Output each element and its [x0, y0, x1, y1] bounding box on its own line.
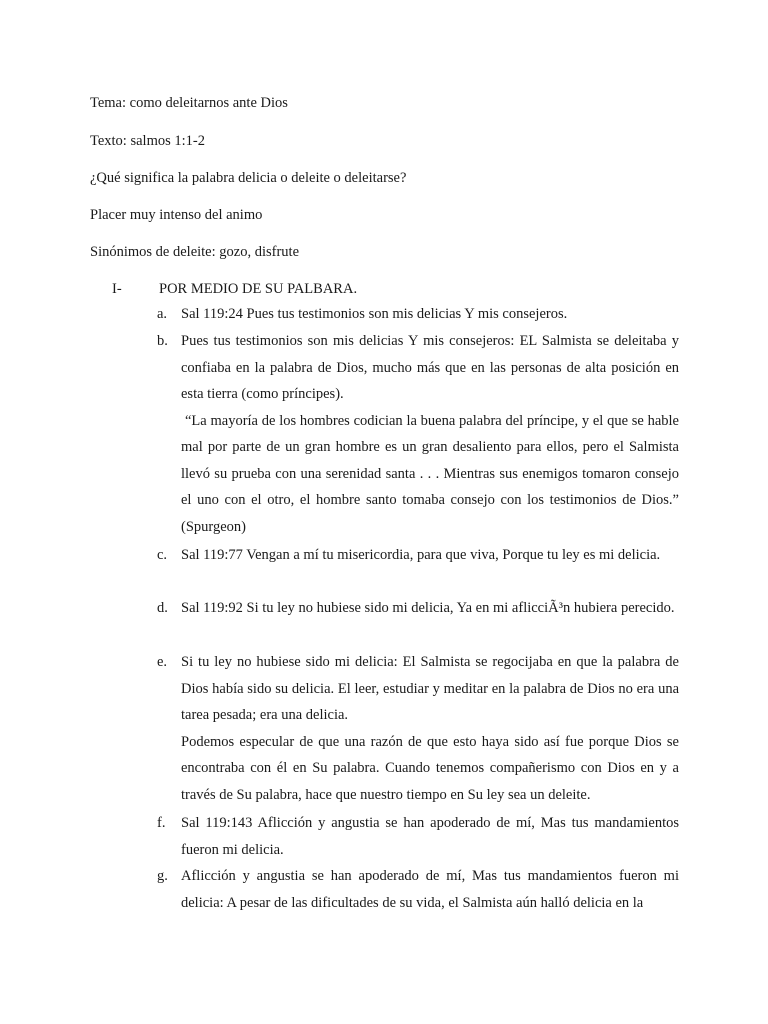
item-letter: e.: [157, 654, 168, 670]
spurgeon-quote: “La mayoría de los hombres codician la buena palabra del príncipe, y el que se hable mal por parte de un gran hombre es un gran desaliento para ellos, pero el Salmista llevó su prueba con una serenidad santa . . . Mientras sus enemigos tomaron consejo el uno con el otro, el hombre santo tomaba consejo con los testimonios de Dios.” (Spurgeon): [181, 412, 679, 535]
item-paragraph: Pues tus testimonios son mis delicias Y mis consejeros: EL Salmista se deleitaba y confiaba en la palabra de Dios, mucho más que en las personas de alta posición en esta tierra (como príncipes).: [181, 333, 679, 402]
item-letter: b.: [157, 333, 168, 349]
tema-line: Tema: como deleitarnos ante Dios: [90, 95, 288, 111]
item-letter: d.: [157, 600, 168, 616]
item-body: [181, 328, 679, 540]
item-letter: f.: [157, 815, 166, 831]
item-body: [181, 301, 679, 328]
item-body: [181, 863, 679, 916]
section-title: POR MEDIO DE SU PALBARA.: [159, 281, 358, 297]
item-body: [181, 810, 679, 863]
item-letter: c.: [157, 547, 168, 563]
item-letter: a.: [157, 306, 168, 322]
item-paragraph: Sal 119:92 Si tu ley no hubiese sido mi delicia, Ya en mi aflicciÃ³n hubiera perecido.: [181, 600, 675, 616]
texto-line: Texto: salmos 1:1-2: [90, 133, 205, 149]
item-letter: g.: [157, 868, 168, 884]
item-paragraph: Sal 119:77 Vengan a mí tu misericordia, para que viva, Porque tu ley es mi delicia.: [181, 547, 661, 563]
item-body: [181, 542, 679, 569]
section-number: I-: [112, 281, 122, 297]
item-body: [181, 649, 679, 808]
definition-line: Placer muy intenso del animo: [90, 207, 263, 223]
item-body: [181, 595, 679, 622]
synonyms-line: Sinónimos de deleite: gozo, disfrute: [90, 244, 300, 260]
item-paragraph: Si tu ley no hubiese sido mi delicia: El Salmista se regocijaba en que la palabra de Dios había sido su delicia. El leer, estudiar y meditar en la palabra de Dios no era una tarea pesada; era una delicia.: [181, 654, 679, 723]
item-paragraph: Podemos especular de que una razón de que esto haya sido así fue porque Dios se encontraba con él en Su palabra. Cuando tenemos compañerismo con Dios en y a través de Su palabra, hace que nuestro tiempo en Su ley sea un deleite.: [181, 733, 679, 803]
item-paragraph: Sal 119:143 Aflicción y angustia se han apoderado de mí, Mas tus mandamientos fueron mi delicia.: [181, 815, 679, 858]
question-line: ¿Qué significa la palabra delicia o deleite o deleitarse?: [90, 170, 407, 186]
item-paragraph: Sal 119:24 Pues tus testimonios son mis delicias Y mis consejeros.: [181, 306, 568, 322]
item-paragraph: Aflicción y angustia se han apoderado de mí, Mas tus mandamientos fueron mi delicia: A pesar de las dificultades de su vida, el Salmista aún halló delicia en la: [181, 868, 679, 911]
